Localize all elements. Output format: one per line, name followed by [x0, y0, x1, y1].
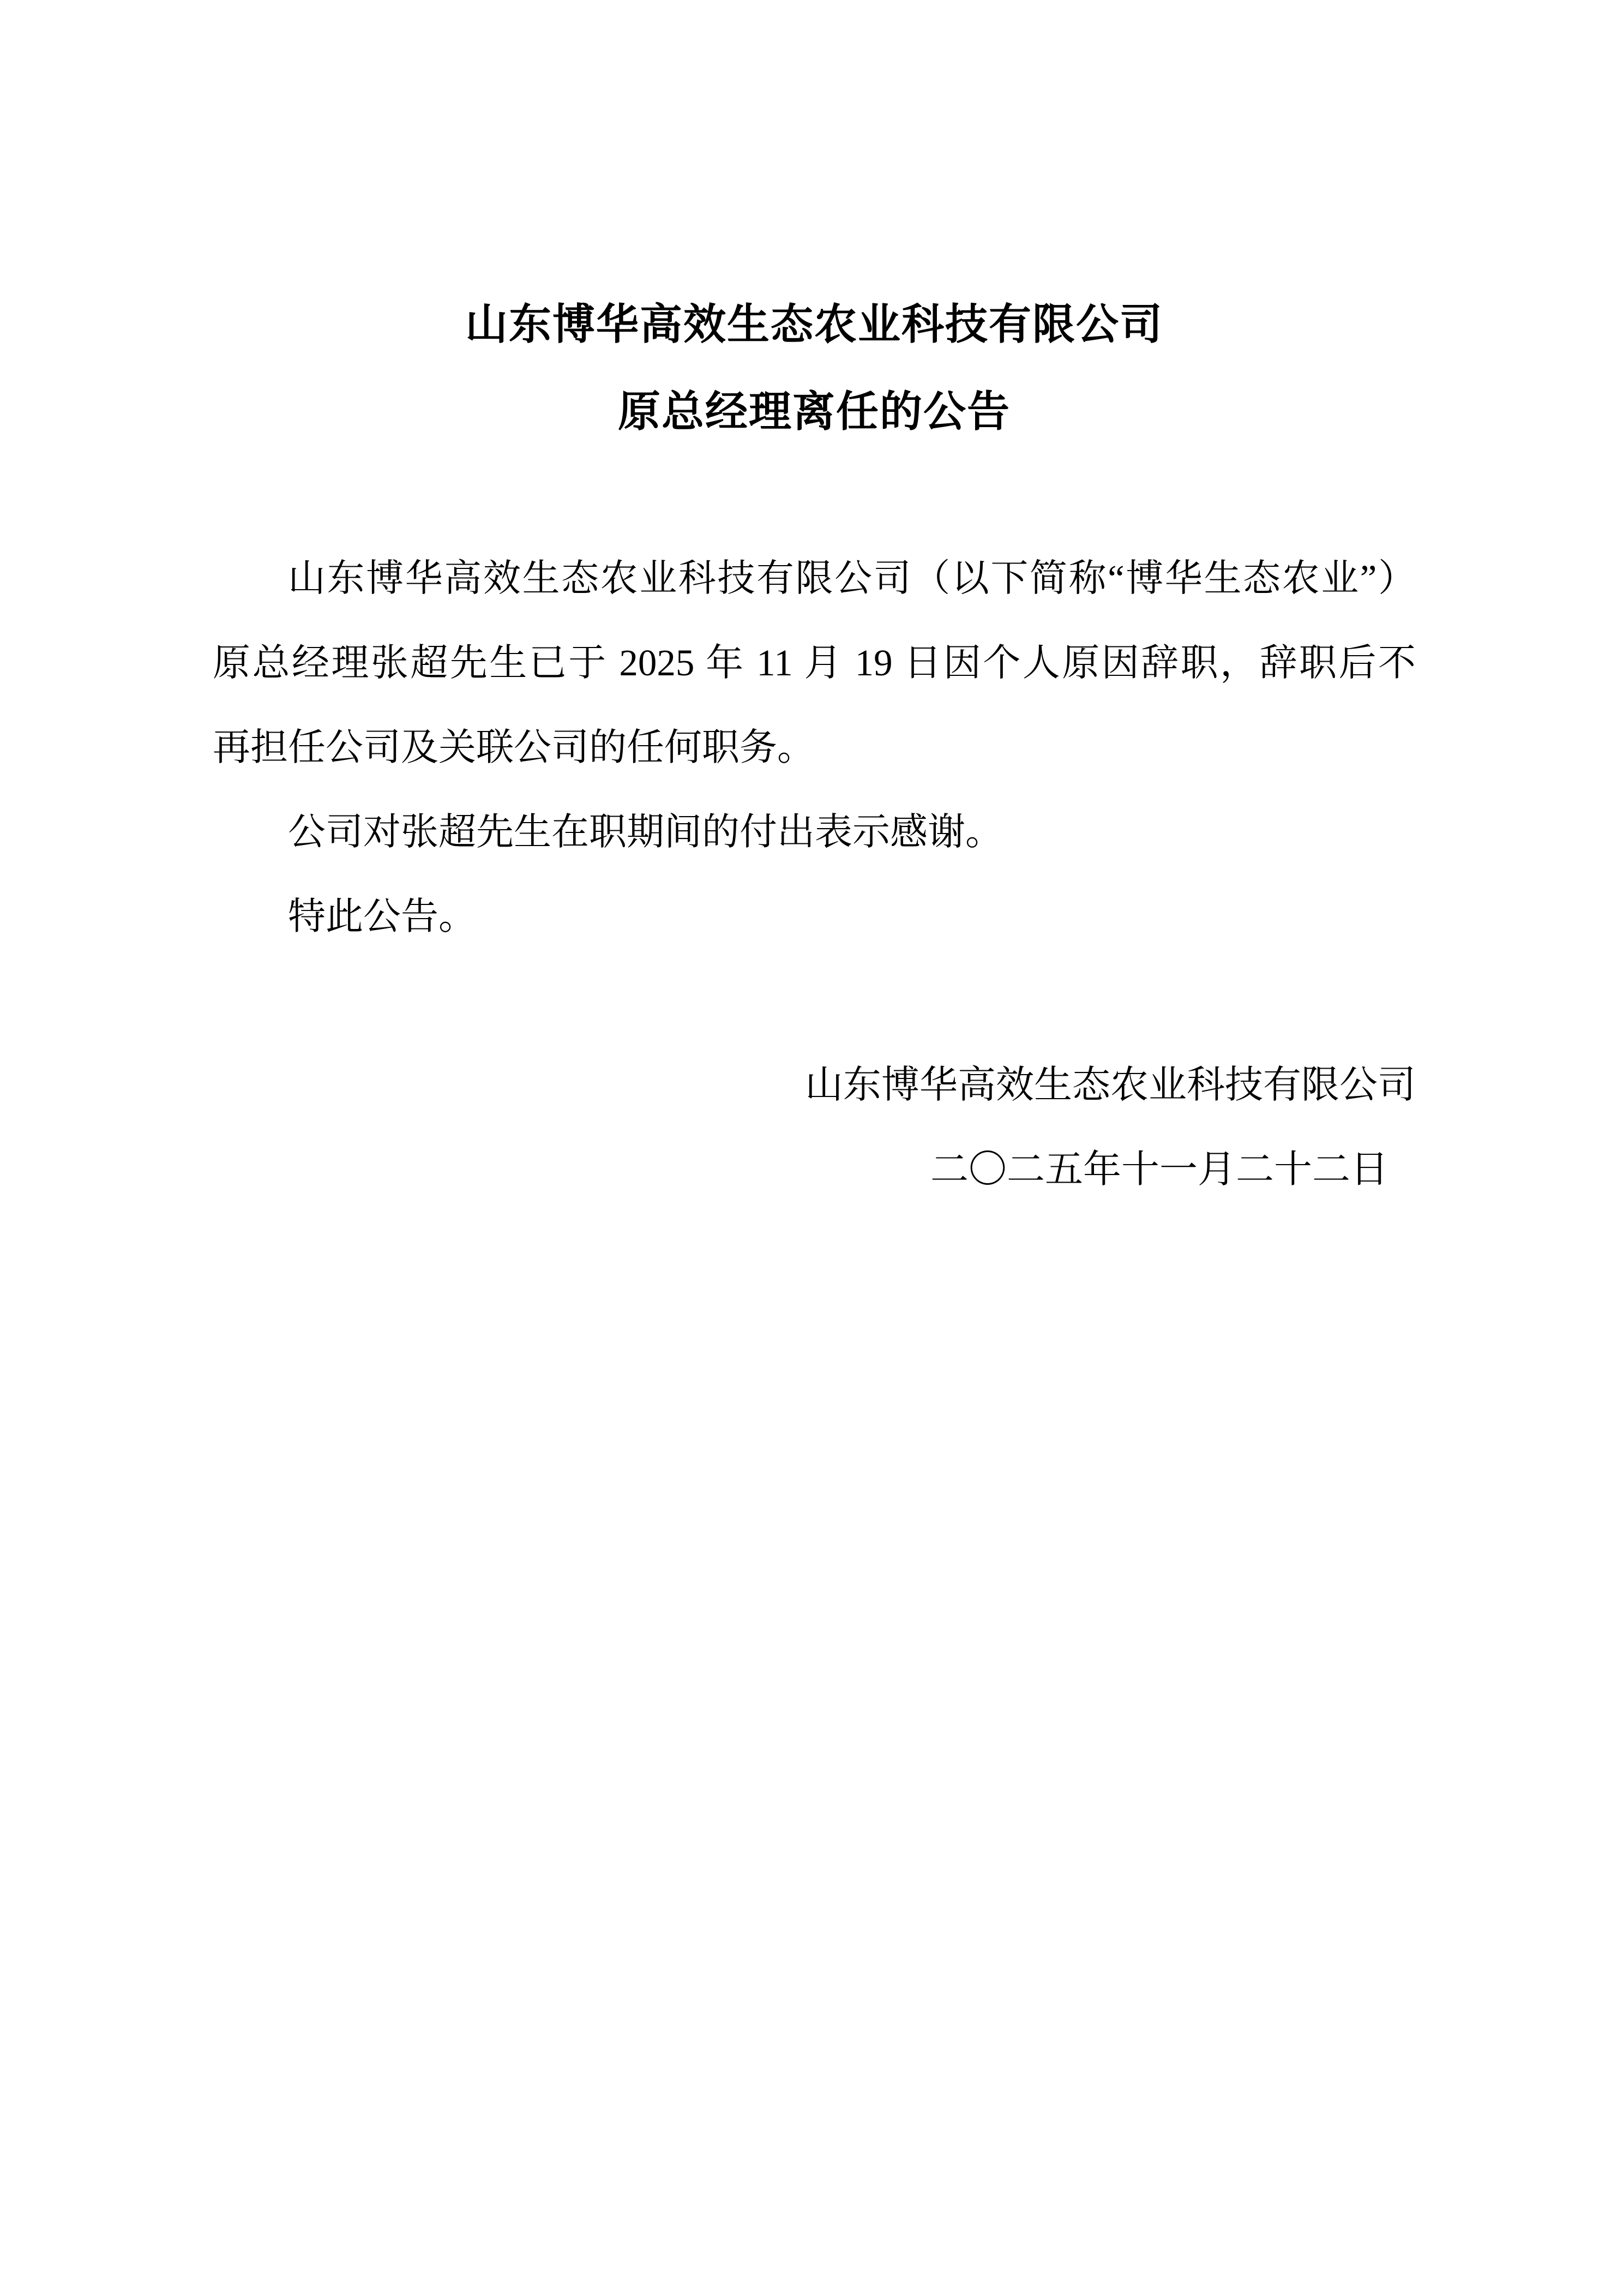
signature-block	[213, 1043, 1416, 1212]
paragraph-resignation	[213, 536, 1416, 790]
document-title	[213, 0, 1416, 455]
signature-date: 二〇二五年十一月二十二日	[930, 1149, 1388, 1191]
paragraph-resignation-line-3: 再担任公司及关联公司的任何职务。	[213, 727, 815, 768]
paragraph-closing: 特此公告。	[288, 896, 476, 937]
signature-company-name: 山东博华高效生态农业科技有限公司	[805, 1064, 1416, 1106]
paragraph-resignation-line-2: 原总经理张超先生已于 2025 年 11 月 19 日因个人原因辞职，辞职后不	[213, 642, 1416, 684]
paragraph-resignation-line-1: 山东博华高效生态农业科技有限公司（以下简称“博华生态农业”）	[288, 557, 1416, 599]
title-company-name: 山东博华高效生态农业科技有限公司	[465, 301, 1163, 348]
document-body	[213, 536, 1416, 959]
title-announcement-subject: 原总经理离任的公告	[617, 388, 1011, 435]
paragraph-thanks: 公司对张超先生在职期间的付出表示感谢。	[288, 811, 1003, 853]
